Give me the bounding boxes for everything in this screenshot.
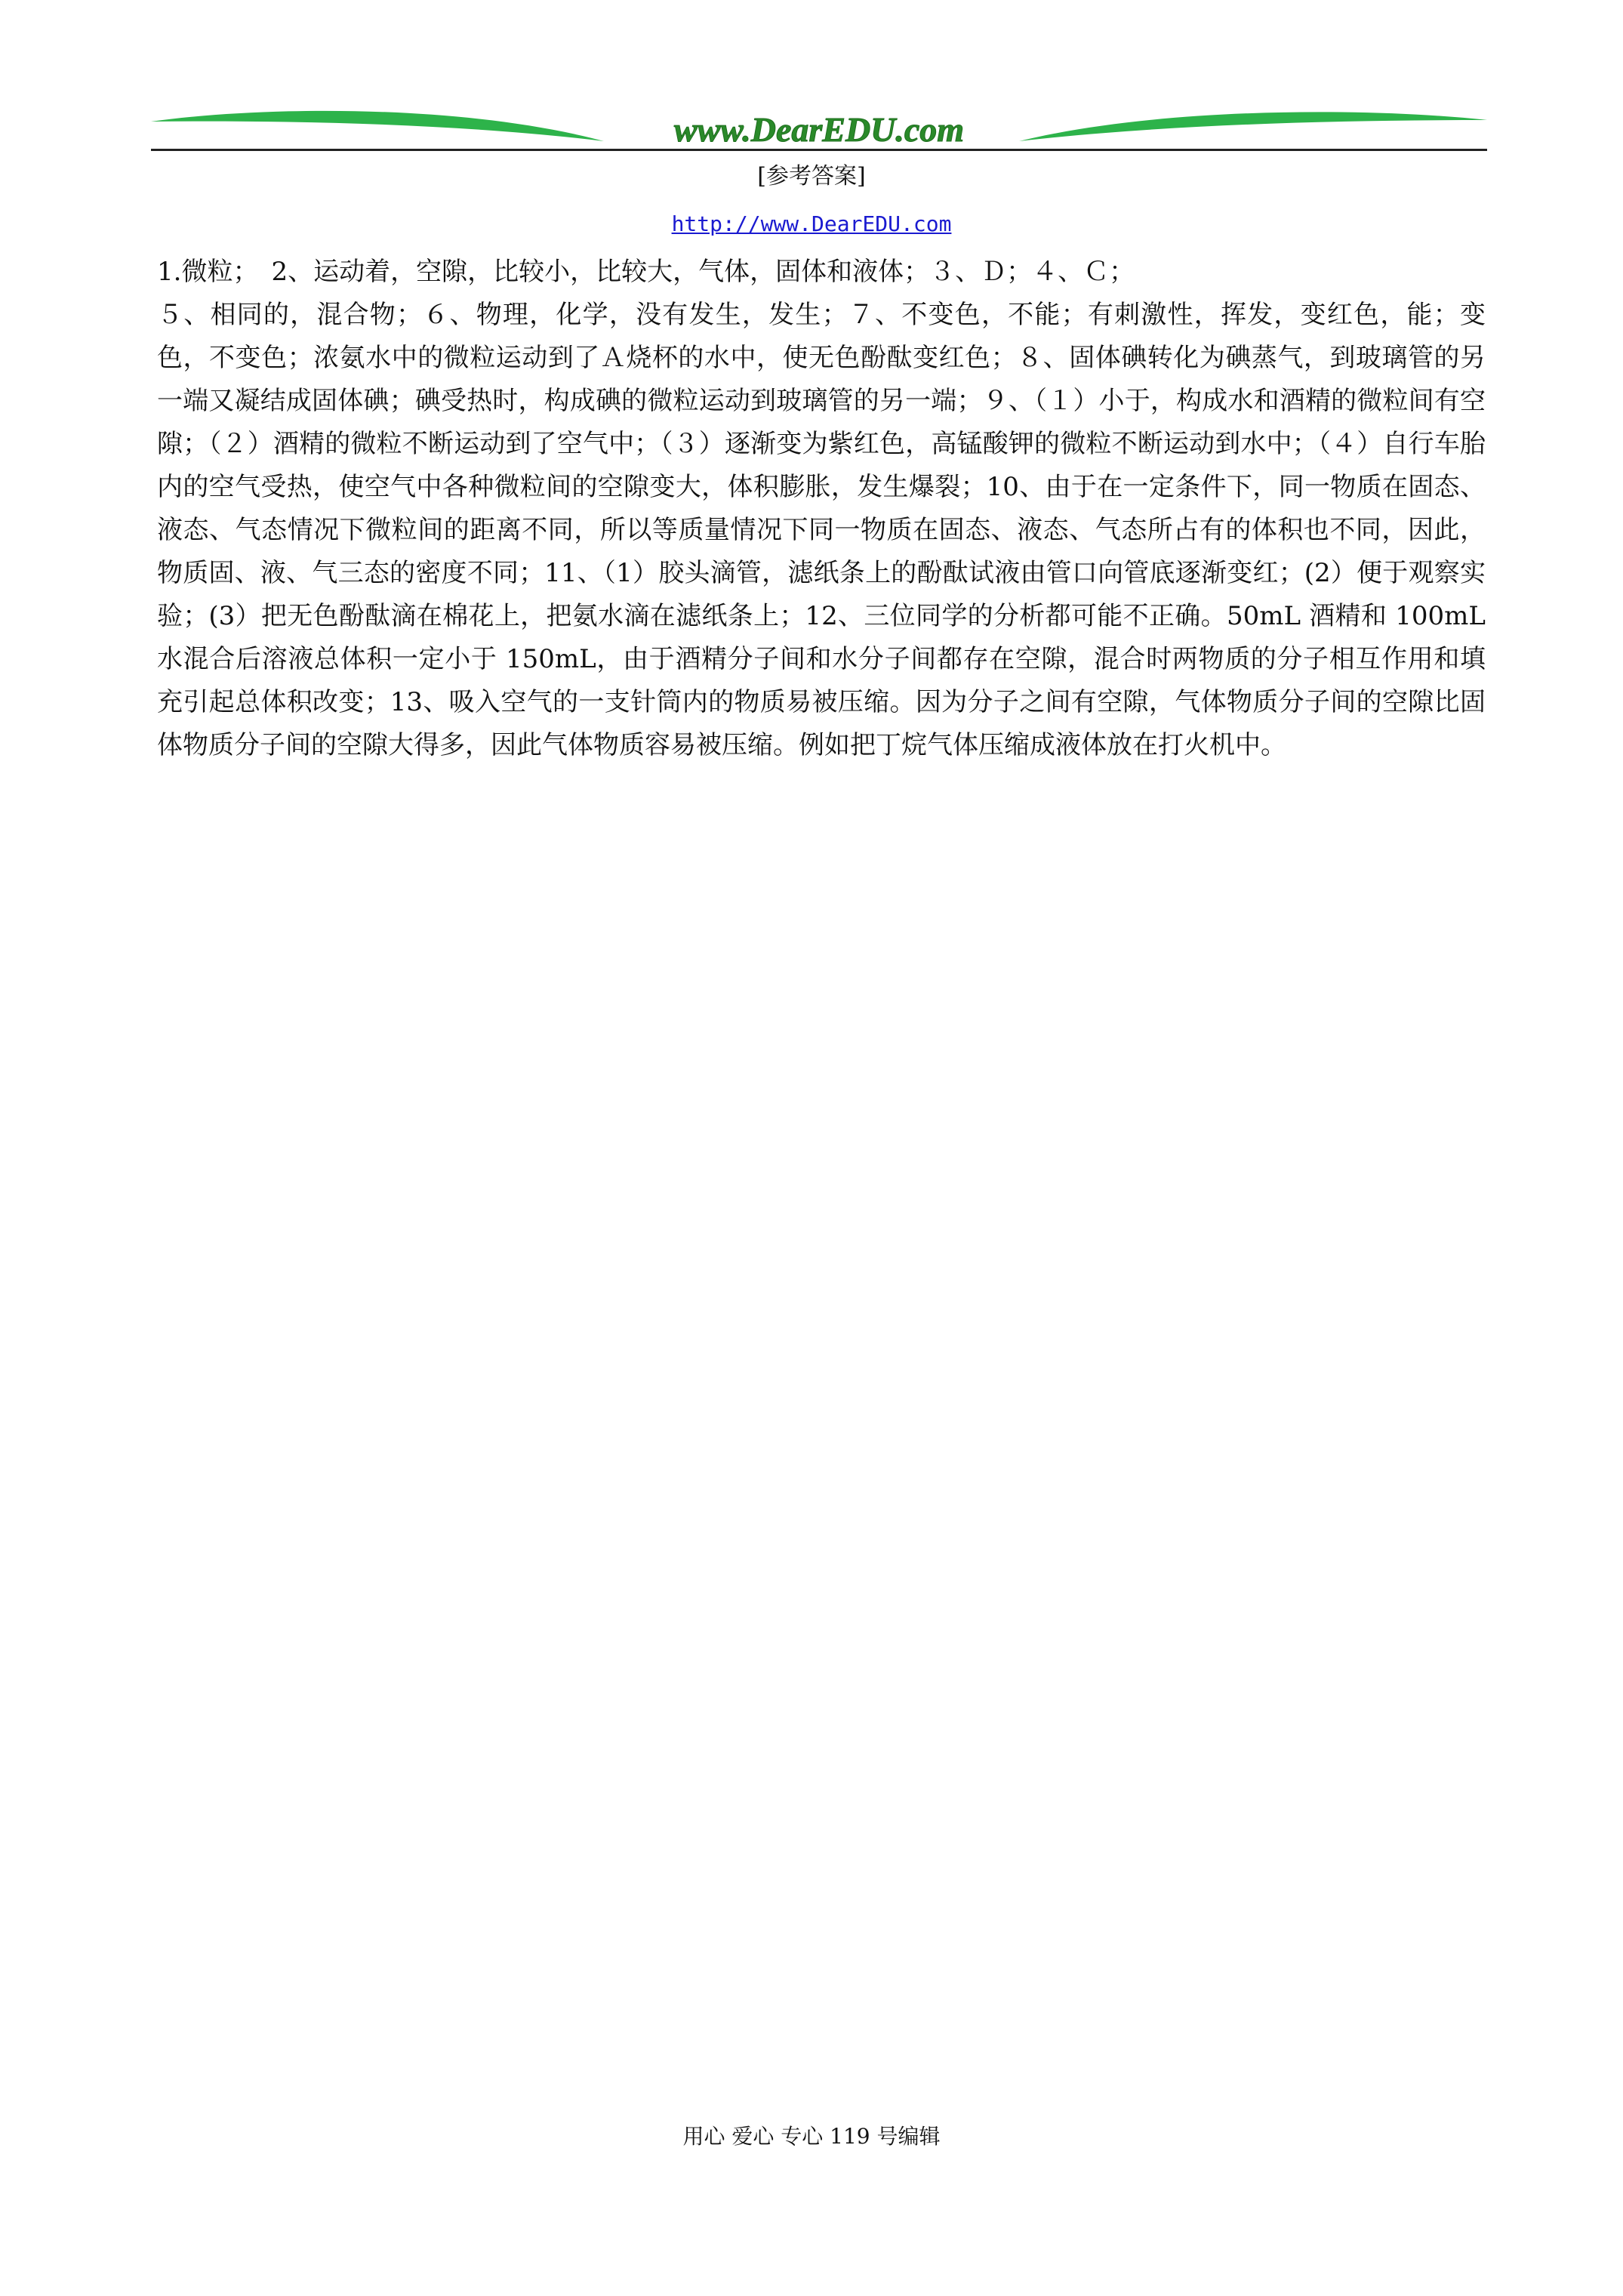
dearedu-logo [151,102,1487,155]
answer-body [157,251,1486,767]
header-banner [151,102,1487,155]
site-link-container [0,208,1623,241]
answer-line-2: ５、相同的，混合物；６、物理，化学，没有发生，发生；７、不变色，不能；有刺激性，挥发，变红色，能；变色，不变色；浓氨水中的微粒运动到了Ａ烧杯的水中，使无色酚酞变红色；８、固体碘转化为碘蒸气，到玻璃管的另一端又凝结成固体碘；碘受热时，构成碘的微粒运动到玻璃管的另一端；９、（１）小于，构成水和酒精的微粒间有空隙；（２）酒精的微粒不断运动到了空气中；（３）逐渐变为紫红色，高锰酸钾的微粒不断运动到水中；（４）自行车胎内的空气受热，使空气中各种微粒间的空隙变大，体积膨胀，发生爆裂；10、由于在一定条件下，同一物质在固态、液态、气态情况下微粒间的距离不同，所以等质量情况下同一物质在固态、液态、气态所占有的体积也不同，因此，物质固、液、气三态的密度不同；11、（1）胶头滴管，滤纸条上的酚酞试液由管口向管底逐渐变红；(2）便于观察实验；(3）把无色酚酞滴在棉花上，把氨水滴在滤纸条上；12、三位同学的分析都可能不正确。50mL 酒精和 100mL 水混合后溶液总体积一定小于 150mL，由于酒精分子间和水分子间都存在空隙，混合时两物质的分子相互作用和填充引起总体积改变；13、吸入空气的一支针筒内的物质易被压缩。因为分子之间有空隙，气体物质分子间的空隙比固体物质分子间的空隙大得多，因此气体物质容易被压缩。例如把丁烷气体压缩成液体放在打火机中。 [157,300,1486,760]
section-title: [参考答案] [757,163,866,190]
left-swoosh [151,111,604,141]
page-footer: 用心 爱心 专心 119 号编辑 [682,2124,941,2149]
logo-text: www.DearEDU.com [673,110,965,149]
right-swoosh [1019,112,1487,141]
header-rule [151,149,1487,151]
site-link[interactable]: http://www.DearEDU.com [671,211,952,236]
answer-line-1: 1.微粒； 2、运动着，空隙，比较小，比较大，气体，固体和液体；３、Ｄ；４、Ｃ； [157,257,1135,287]
